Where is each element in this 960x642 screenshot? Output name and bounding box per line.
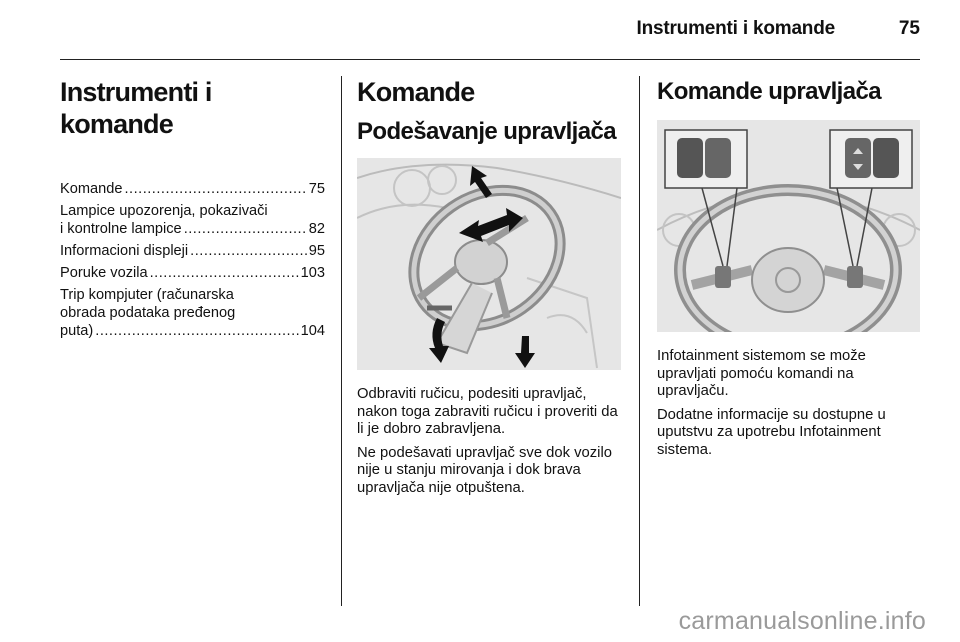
toc-entry[interactable]	[60, 286, 325, 340]
toc-entry-page: 95	[308, 243, 325, 259]
steering-controls-reference: Dodatne informacije su dostupne u uputstvu za upotrebu Infotainment sistema.	[657, 406, 886, 458]
toc-entry-title: i kontrolne lampice	[60, 221, 182, 237]
toc-entry-title: Informacioni displeji	[60, 243, 189, 259]
steering-controls-description: Infotainment sistemom se može upravljati pomoću komandi na upravljaču.	[657, 348, 866, 399]
toc-entry-title: obrada podataka pređenog	[60, 305, 236, 321]
steering-wheel-controls-illustration	[657, 120, 920, 332]
running-header-title: Instrumenti i komande	[636, 18, 835, 39]
toc-entry-page: 75	[308, 181, 325, 197]
steering-adjustment-warning: Ne podešavati upravljač sve dok vozilo nije u stanju mirovanja i dok brava upravljača nije otpuštena.	[357, 444, 612, 496]
toc-leader-dots	[190, 242, 307, 260]
subsection-title-steering-adjustment: Podešavanje upravljača	[357, 118, 616, 145]
steering-adjustment-column	[357, 76, 622, 503]
toc-entry[interactable]	[60, 264, 325, 282]
steering-controls-column	[657, 76, 920, 465]
toc-leader-dots	[184, 220, 307, 238]
toc-entry-title: Lampice upozorenja, pokazivači	[60, 203, 268, 219]
chapter-title: Instrumenti i komande	[60, 77, 212, 139]
toc-entry-page: 103	[300, 265, 325, 281]
table-of-contents	[60, 180, 325, 340]
toc-entry-page: 82	[308, 221, 325, 237]
toc-column	[60, 76, 325, 344]
toc-leader-dots	[95, 322, 298, 340]
toc-entry-title: Komande	[60, 181, 123, 197]
toc-entry-title: puta)	[60, 323, 94, 339]
page-number: 75	[898, 18, 920, 39]
toc-leader-dots	[124, 180, 306, 198]
toc-leader-dots	[150, 264, 299, 282]
header-divider	[60, 59, 920, 60]
column-divider-1	[341, 76, 342, 606]
watermark: carmanualsonline.info	[678, 607, 926, 635]
toc-entry[interactable]	[60, 202, 325, 238]
steering-adjustment-instruction: Odbraviti ručicu, podesiti upravljač, nakon toga zabraviti ručicu i proveriti da li je dobro zabravljena.	[357, 386, 618, 437]
section-title: Komande	[357, 77, 475, 107]
toc-entry-title: Poruke vozila	[60, 265, 148, 281]
toc-entry-title: Trip kompjuter (računarska	[60, 287, 234, 303]
steering-wheel-adjustment-illustration	[357, 158, 621, 370]
toc-entry[interactable]	[60, 180, 325, 198]
column-divider-2	[639, 76, 640, 606]
subsection-title-steering-controls: Komande upravljača	[657, 78, 881, 105]
toc-entry[interactable]	[60, 242, 325, 260]
toc-entry-page: 104	[300, 323, 325, 339]
